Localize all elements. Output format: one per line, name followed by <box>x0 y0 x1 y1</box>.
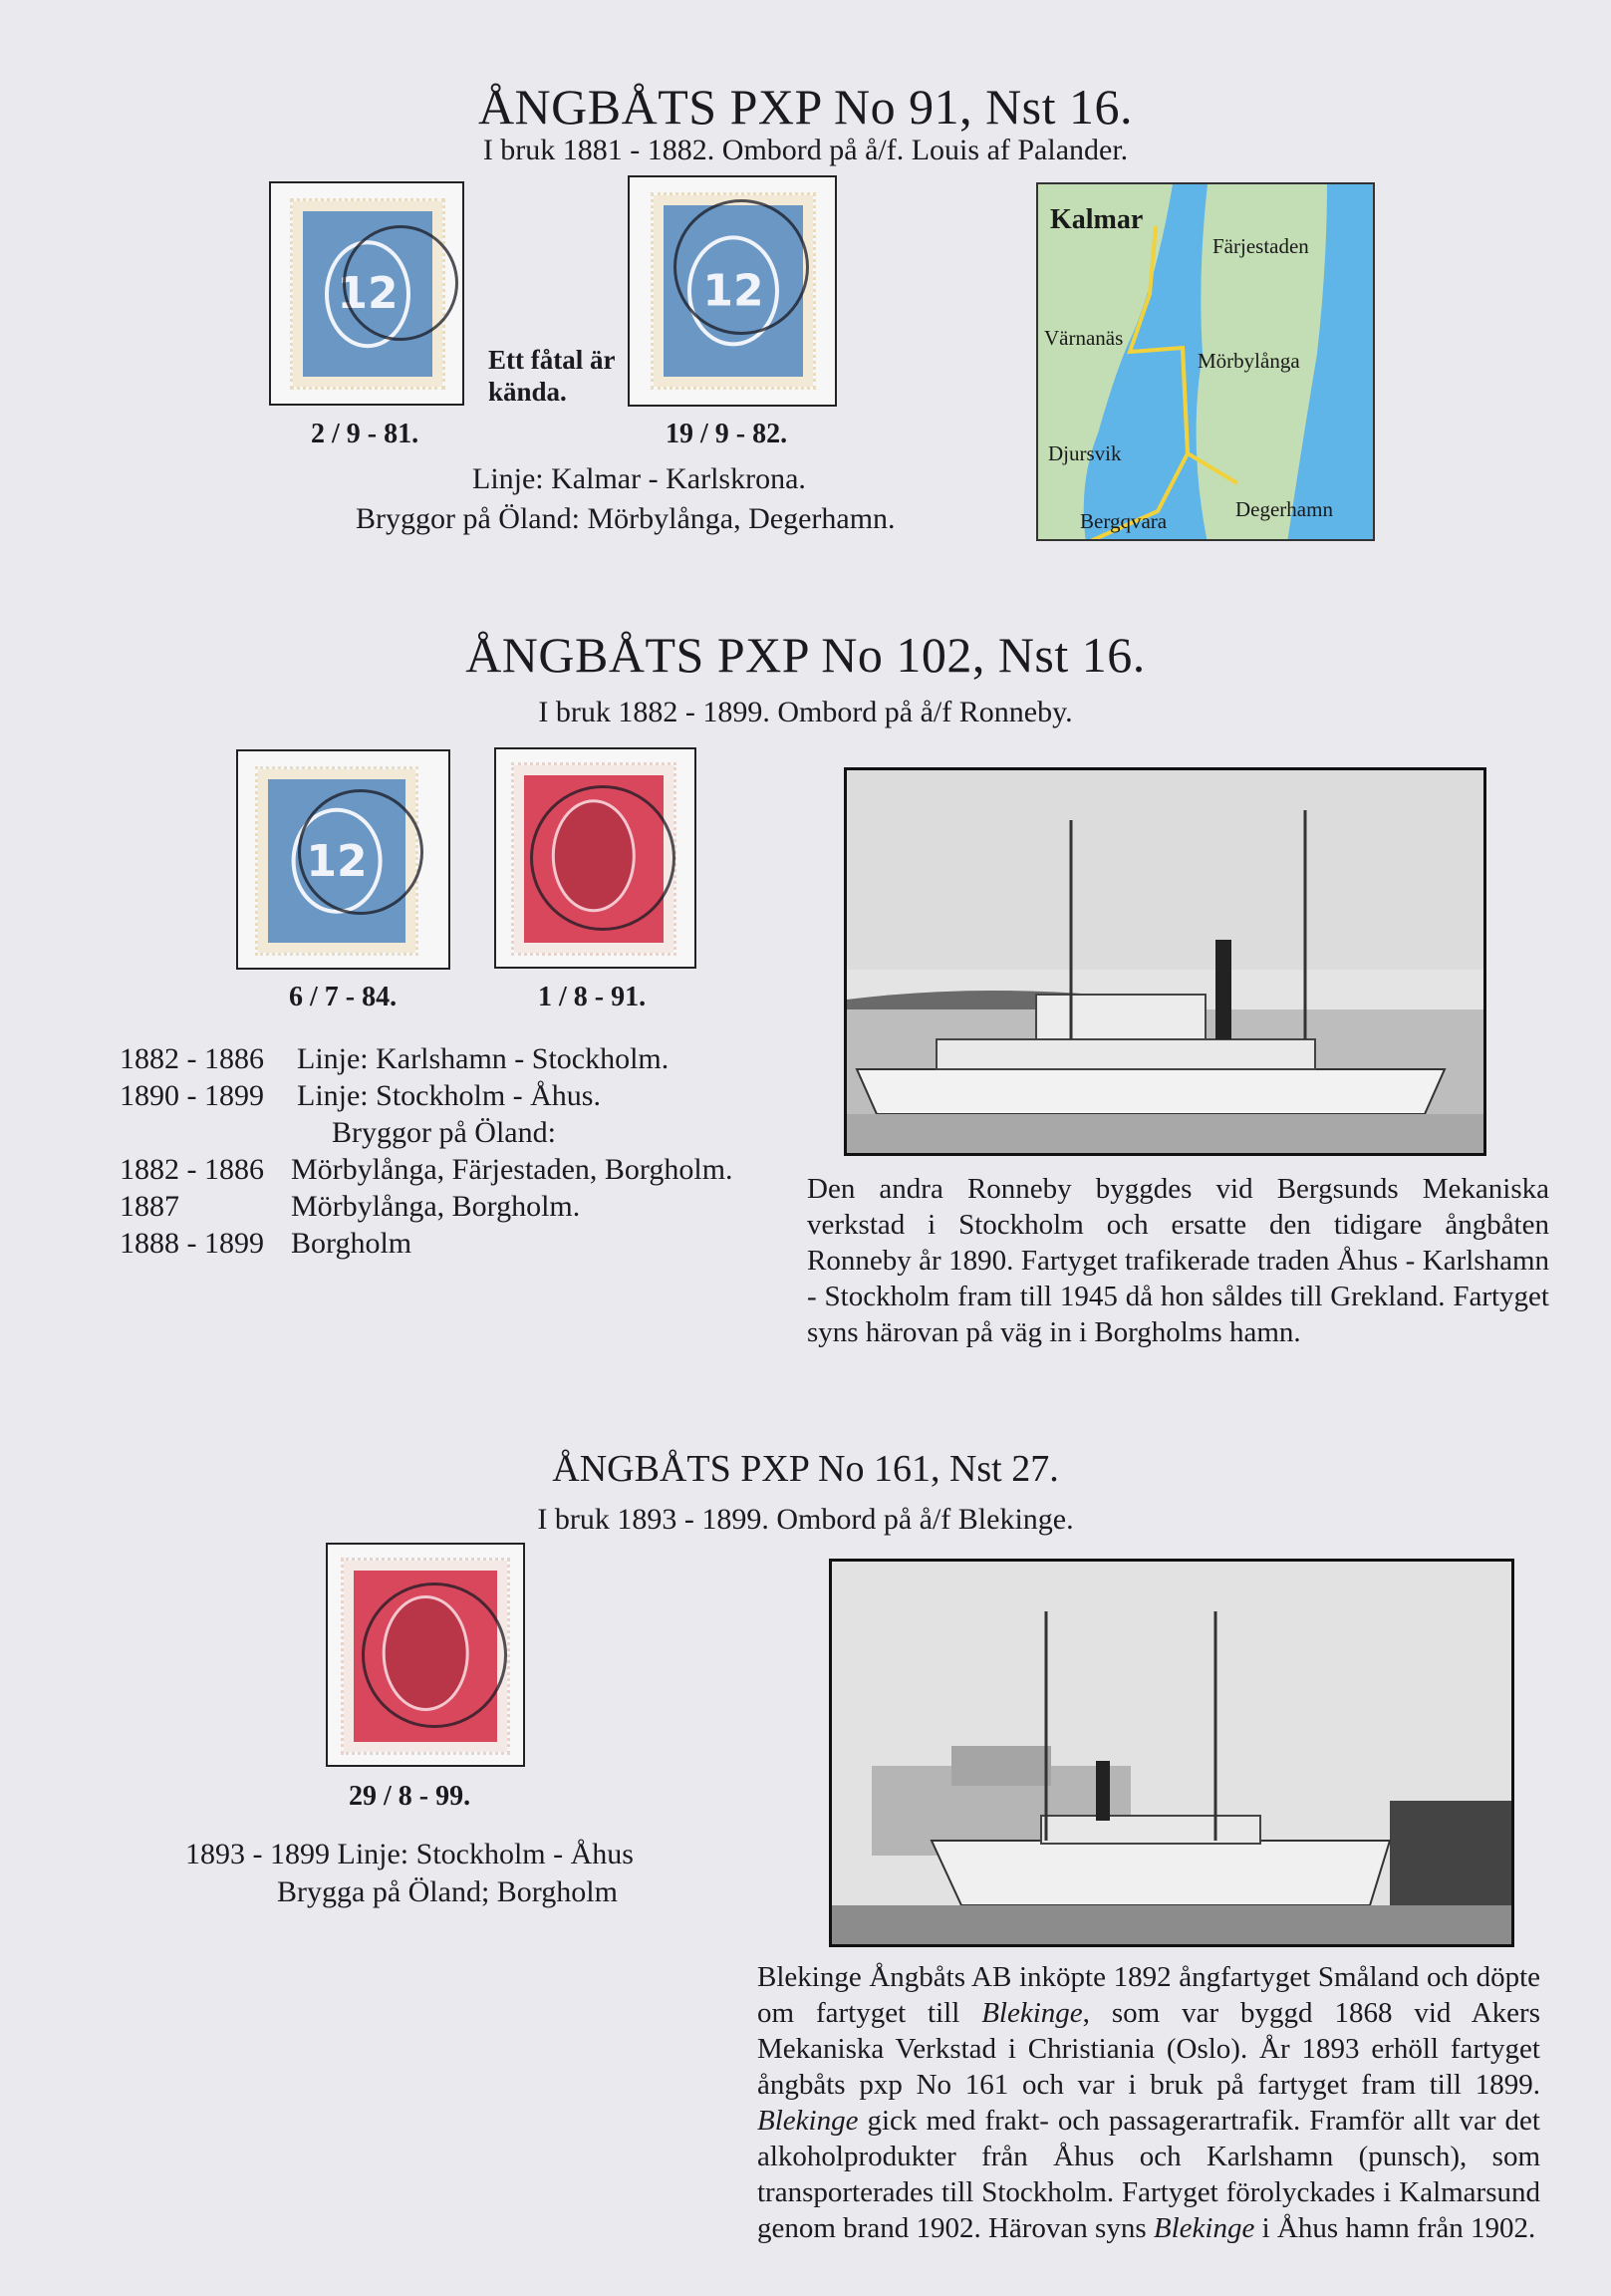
desc-part: , som var byggd 1868 vid Akers Mekaniska Verkstad i Christiania (Oslo). År 1893 erhöll fartyget ångbåts pxp No 161 och var i bruk på fartyget fram till 1899. <box>757 1997 1540 2101</box>
postmark <box>343 225 458 341</box>
blekinge-description <box>757 1959 1540 2246</box>
history-years: 1887 <box>120 1190 179 1223</box>
history-row <box>120 1225 733 1262</box>
section1-title: ÅNGBÅTS PXP No 91, Nst 16. <box>477 79 1134 135</box>
ship-drawing <box>847 770 1486 1156</box>
map-label-morbylanga: Mörbylånga <box>1198 349 1300 373</box>
postmark <box>530 785 675 931</box>
postmark <box>673 199 809 335</box>
map-label-varnanas: Värnanäs <box>1044 326 1124 350</box>
stamp4-date: 1 / 8 - 91. <box>538 982 647 1012</box>
ship-drawing <box>832 1562 1514 1947</box>
map-label-bergqvara: Bergqvara <box>1080 509 1168 533</box>
section2-subtitle: I bruk 1882 - 1899. Ombord på å/f Ronneby. <box>538 696 1073 728</box>
service-history <box>120 1040 733 1262</box>
history-text: Mörbylånga, Färjestaden, Borgholm. <box>291 1153 733 1186</box>
history-row <box>120 1188 733 1225</box>
stamp-12ore-blue <box>654 195 813 387</box>
stamp5-date: 29 / 8 - 99. <box>349 1781 471 1812</box>
sound-water <box>1084 184 1208 541</box>
history-text: Linje: Stockholm - Åhus. <box>297 1079 601 1112</box>
postmark <box>298 789 423 915</box>
section3-title: ÅNGBÅTS PXP No 161, Nst 27. <box>552 1448 1059 1490</box>
map-label-degerhamn: Degerhamn <box>1235 497 1333 521</box>
section1-subtitle: I bruk 1881 - 1882. Ombord på å/f. Louis af Palander. <box>482 134 1129 166</box>
stamp-12ore-blue <box>293 201 442 387</box>
blekinge-pier: Brygga på Öland; Borgholm <box>277 1875 618 1908</box>
stamp2-mount <box>628 175 837 407</box>
blekinge-route: 1893 - 1899 Linje: Stockholm - Åhus <box>185 1838 634 1870</box>
rarity-note-line1: Ett fåtal är <box>488 345 616 375</box>
stamp4-mount <box>494 747 696 969</box>
ship-name: Blekinge <box>981 1997 1083 2029</box>
stamp-12ore-blue <box>258 769 415 953</box>
ship-name: Blekinge <box>1153 2212 1255 2244</box>
history-text: Borgholm <box>291 1227 412 1260</box>
map-label-djursvik: Djursvik <box>1048 441 1122 465</box>
stamp5-mount <box>326 1543 525 1767</box>
route-line: Linje: Kalmar - Karlskrona. <box>472 462 806 495</box>
ship-photo-ronneby <box>844 767 1486 1156</box>
stamp-value-12: 12 <box>325 240 410 348</box>
history-row <box>120 1114 733 1151</box>
rarity-note <box>488 344 615 408</box>
ronneby-description: Den andra Ronneby byggdes vid Bergsunds Mekaniska verkstad i Stockholm och ersatte den tidigare ångbåten Ronneby år 1890. Fartyget trafikerade traden Åhus - Karlshamn - Stockholm fram till 1945 då hon såldes till Grekland. Fartyget syns härovan på väg in i Borgholms hamn. <box>807 1173 1549 1348</box>
desc-part: Blekinge Ångbåts AB inköpte 1892 ångfartyget Småland och döpte om fartyget till <box>757 1961 1540 2029</box>
history-text: Mörbylånga, Borgholm. <box>291 1190 581 1223</box>
stamp-value-12: 12 <box>292 808 383 914</box>
stamp-value-12: 12 <box>687 235 779 346</box>
history-years: 1888 - 1899 <box>120 1227 264 1260</box>
ship-photo-blekinge <box>829 1559 1514 1947</box>
postmark <box>362 1582 507 1728</box>
stamp-10ore-red <box>344 1561 507 1752</box>
history-row <box>120 1151 733 1188</box>
history-years: 1882 - 1886 <box>120 1042 264 1075</box>
history-text: Bryggor på Öland: <box>332 1116 556 1149</box>
stamp3-mount <box>236 749 450 970</box>
history-years: 1890 - 1899 <box>120 1079 264 1112</box>
desc-part: i Åhus hamn från 1902. <box>1254 2212 1536 2244</box>
history-row <box>120 1040 733 1077</box>
desc-part: gick med frakt- och passagerartrafik. Framför allt var det alkoholprodukter från Åhus och Karlshamn (punsch), som transporterades till Stockholm. Fartyget förolyckades i Kalmarsund genom brand 1902. Härovan syns <box>757 2105 1540 2244</box>
route-map <box>1036 182 1375 541</box>
history-years: 1882 - 1886 <box>120 1153 264 1186</box>
rarity-note-line2: kända. <box>488 377 567 407</box>
history-row <box>120 1077 733 1114</box>
section2-title: ÅNGBÅTS PXP No 102, Nst 16. <box>465 627 1146 683</box>
map-label-kalmar: Kalmar <box>1050 204 1144 235</box>
stamp1-mount <box>269 181 464 406</box>
map-label-farjestaden: Färjestaden <box>1212 234 1309 258</box>
ship-name: Blekinge <box>757 2105 859 2137</box>
stamp-10ore-red <box>514 765 673 953</box>
island-piers: Bryggor på Öland: Mörbylånga, Degerhamn. <box>356 502 896 535</box>
history-text: Linje: Karlshamn - Stockholm. <box>297 1042 670 1075</box>
stamp2-date: 19 / 9 - 82. <box>666 419 788 449</box>
stamp3-date: 6 / 7 - 84. <box>289 982 398 1012</box>
section3-subtitle: I bruk 1893 - 1899. Ombord på å/f Blekinge. <box>537 1503 1074 1536</box>
stamp1-date: 2 / 9 - 81. <box>311 419 419 449</box>
